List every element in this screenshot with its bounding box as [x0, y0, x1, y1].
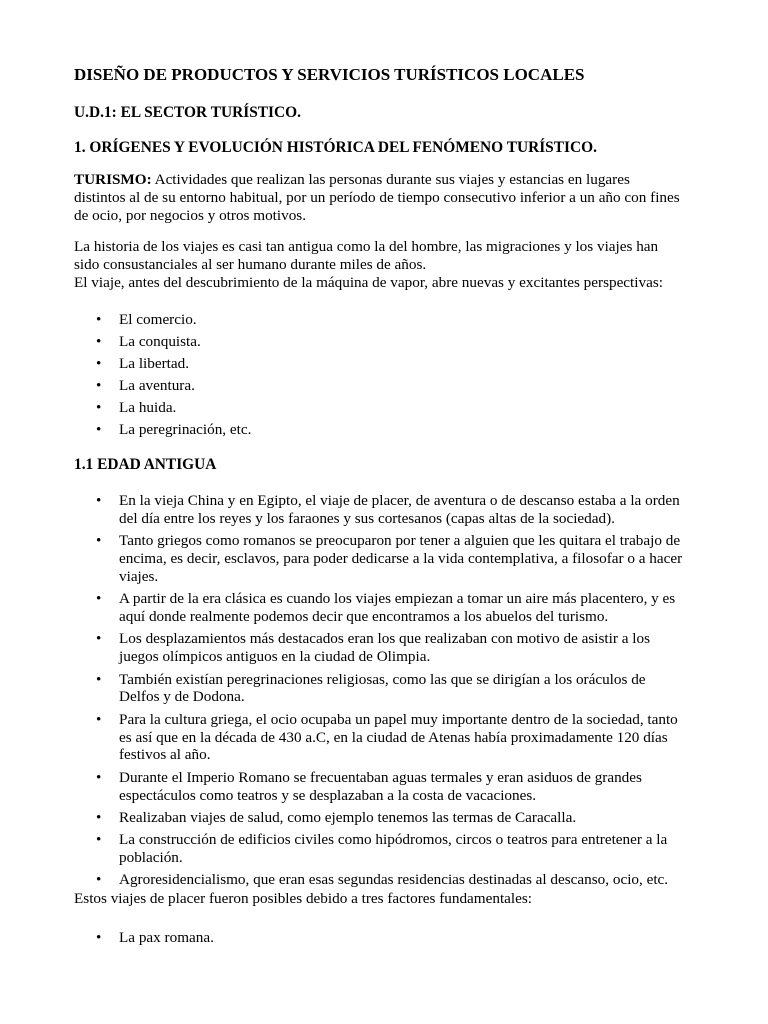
bullet-marker: •: [96, 831, 102, 849]
bullet-marker: •: [96, 871, 102, 889]
list-item-line: Durante el Imperio Romano se frecuentaban aguas termales y eran asiduos de grandes: [119, 768, 642, 786]
list-item-text: La aventura.: [119, 377, 195, 395]
ancient-age-list: [74, 492, 704, 894]
list-item-text: La pax romana.: [119, 929, 214, 946]
list-item-line: aquí donde realmente podemos decir que encontramos a los abuelos del turismo.: [119, 607, 609, 625]
turismo-text-1: Actividades que realizan las personas durante sus viajes y estancias en lugares: [151, 171, 630, 188]
bullet-marker: •: [96, 421, 102, 439]
list-item-line: Agroresidencialismo, que eran esas segundas residencias destinadas al descanso, ocio, etc.: [119, 871, 669, 889]
bullet-marker: •: [96, 377, 102, 395]
list-item-line: es así que en la década de 430 a.C, en la ciudad de Atenas había proximadamente 120 días: [119, 728, 668, 746]
turismo-line-2: distintos al de su entorno habitual, por un período de tiempo consecutivo inferior a un año con fines: [74, 188, 680, 206]
list-item-line: La construcción de edificios civiles como hipódromos, circos o teatros para entretener a la: [119, 831, 668, 849]
list-item: [74, 355, 704, 373]
bullet-marker: •: [96, 590, 102, 608]
bullet-marker: •: [96, 532, 102, 550]
turismo-line-1: [74, 171, 704, 189]
list-item-line: A partir de la era clásica es cuando los viajes empiezan a tomar un aire más placentero, y es: [119, 590, 676, 608]
history-paragraph: [74, 238, 704, 291]
turismo-label: TURISMO:: [74, 171, 152, 188]
list-item: [74, 630, 704, 666]
unit-heading: U.D.1: EL SECTOR TURÍSTICO.: [74, 104, 301, 121]
history-line-1: La historia de los viajes es casi tan antigua como la del hombre, las migraciones y los viajes han: [74, 238, 659, 255]
turismo-definition: [74, 171, 704, 224]
list-item: [74, 590, 704, 626]
history-line-3: El viaje, antes del descubrimiento de la máquina de vapor, abre nuevas y excitantes perspectivas:: [74, 273, 663, 291]
list-item-line: Para la cultura griega, el ocio ocupaba un papel muy importante dentro de la sociedad, tanto: [119, 710, 678, 728]
factors-intro: Estos viajes de placer fueron posibles debido a tres factores fundamentales:: [74, 890, 532, 907]
list-item-line: Los desplazamientos más destacados eran los que realizaban con motivo de asistir a los: [119, 630, 650, 648]
section-heading-origins: 1. ORÍGENES Y EVOLUCIÓN HISTÓRICA DEL FENÓMENO TURÍSTICO.: [74, 139, 597, 156]
bullet-marker: •: [96, 768, 102, 786]
list-item-line: viajes.: [119, 567, 159, 585]
list-item-text: La conquista.: [119, 333, 201, 351]
list-item-line: festivos al año.: [119, 746, 211, 764]
list-item: [74, 871, 704, 889]
history-line-2: sido consustanciales al ser humano durante miles de años.: [74, 255, 427, 273]
bullet-marker: •: [96, 670, 102, 688]
turismo-line-3: de ocio, por negocios y otros motivos.: [74, 206, 307, 224]
list-item-line: juegos olímpicos antiguos en la ciudad de Olimpia.: [119, 648, 431, 666]
list-item-line: encima, es decir, esclavos, para poder dedicarse a la vida contemplativa, a filosofar o a hacer: [119, 549, 683, 567]
list-item: [74, 769, 704, 805]
list-item: [74, 532, 704, 585]
section-heading-ancient-age: 1.1 EDAD ANTIGUA: [74, 456, 217, 473]
list-item-line: También existían peregrinaciones religiosas, como las que se dirigían a los oráculos de: [119, 670, 646, 688]
list-item-text: El comercio.: [119, 311, 197, 328]
list-item: [74, 399, 704, 417]
list-item: [74, 929, 704, 947]
perspectives-list: [74, 311, 704, 444]
document-title: DISEÑO DE PRODUCTOS Y SERVICIOS TURÍSTICOS LOCALES: [74, 65, 585, 84]
list-item-line: Tanto griegos como romanos se preocuparon por tener a alguien que les quitara el trabajo de: [119, 532, 681, 550]
list-item: [74, 421, 704, 439]
list-item: [74, 333, 704, 351]
bullet-marker: •: [96, 808, 102, 826]
list-item-line: Realizaban viajes de salud, como ejemplo tenemos las termas de Caracalla.: [119, 808, 577, 826]
list-item-line: En la vieja China y en Egipto, el viaje de placer, de aventura o de descanso estaba a la orden: [119, 492, 680, 509]
bullet-marker: •: [96, 311, 102, 328]
list-item: [74, 831, 704, 867]
list-item-line: Delfos y de Dodona.: [119, 688, 245, 706]
list-item-line: espectáculos como teatros y se desplazaban a la costa de vacaciones.: [119, 786, 537, 804]
factors-list: [74, 929, 704, 951]
bullet-marker: •: [96, 355, 102, 373]
list-item-text: La peregrinación, etc.: [119, 421, 252, 439]
list-item: [74, 671, 704, 707]
bullet-marker: •: [96, 630, 102, 648]
bullet-marker: •: [96, 929, 102, 946]
list-item-line: del día entre los reyes y los faraones y sus cortesanos (capas altas de la sociedad).: [119, 509, 615, 527]
bullet-marker: •: [96, 710, 102, 728]
list-item: [74, 311, 704, 329]
bullet-marker: •: [96, 333, 102, 351]
list-item: [74, 377, 704, 395]
list-item-text: La huida.: [119, 399, 177, 417]
list-item-text: La libertad.: [119, 355, 189, 373]
list-item: [74, 492, 704, 528]
bullet-marker: •: [96, 492, 102, 509]
list-item-line: población.: [119, 849, 183, 867]
list-item: [74, 711, 704, 764]
bullet-marker: •: [96, 399, 102, 417]
list-item: [74, 809, 704, 827]
